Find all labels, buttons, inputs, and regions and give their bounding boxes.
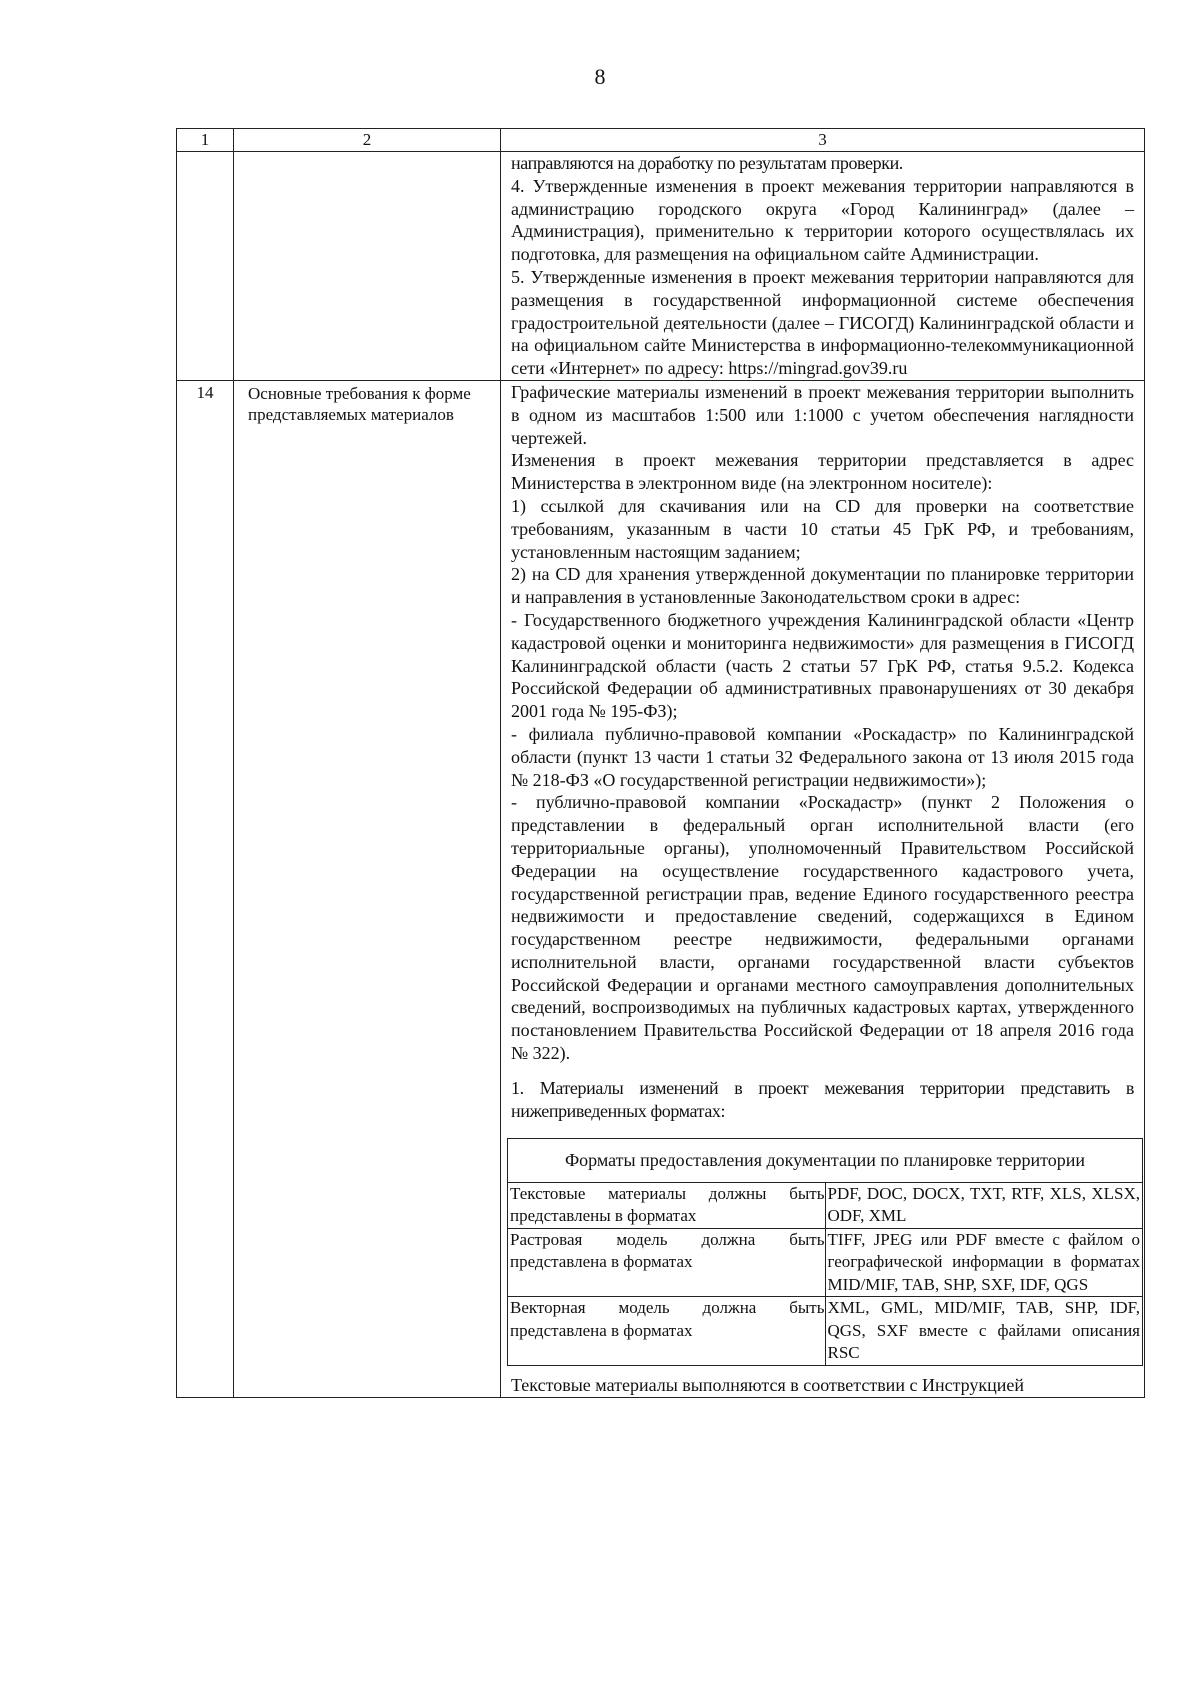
paragraph: - публично-правовой компании «Роскадастр» (пункт 2 Положения о представлении в федеральный орган исполнительной власти (его территориальные органы), уполномоченный Правительством Российской Федерации на осуществление государственного кадастрового учета, государственной регистрации прав, ведение Единого государственного реестра недвижимости и предоставление сведений, содержащихся в Едином государственном реестре недвижимости, федеральными органами исполнительной власти, органами государственной власти субъектов Российской Федерации и органами местного самоуправления дополнительных сведений, воспроизводимых на публичных кадастровых картах, утвержденного постановлением Правительства Российской Федерации от 18 апреля 2016 года № 322).: [511, 792, 1134, 1064]
formats-intro: 1. Материалы изменений в проект межевания территории представить в нижеприведенных форматах:: [511, 1077, 1134, 1121]
format-label: Растровая модель должна быть представлена в форматах: [508, 1228, 826, 1297]
format-value: XML, GML, MID/MIF, TAB, SHP, IDF, QGS, SXF вместе с файлами описания RSC: [825, 1297, 1143, 1366]
column-header: 2: [234, 129, 501, 152]
formats-table: [507, 1138, 1143, 1366]
table-header-row: [177, 129, 1145, 152]
table-row: [508, 1297, 1143, 1366]
requirement-name: Основные требования к форме представляемых материалов: [234, 380, 501, 1397]
format-value: TIFF, JPEG или PDF вместе с файлом о географической информации в форматах MID/MIF, TAB, SHP, SXF, IDF, QGS: [825, 1228, 1143, 1297]
continuation-text: [501, 152, 1145, 381]
column-header: 1: [177, 129, 234, 152]
column-header: 3: [501, 129, 1145, 152]
table-row: [508, 1182, 1143, 1228]
paragraph: - филиала публично-правовой компании «Роскадастр» по Калининградской области (пункт 13 части 1 статьи 32 Федерального закона от 13 июля 2015 года № 218-ФЗ «О государственной регистрации недвижимости»);: [511, 723, 1134, 790]
paragraph: - Государственного бюджетного учреждения Калининградской области «Центр кадастровой оценки и мониторинга недвижимости» для размещения в ГИСОГД Калининградской области (часть 2 статьи 57 ГрК РФ, статья 9.5.2. Кодекса Российской Федерации об административных правонарушениях от 30 декабря 2001 года № 195-ФЗ);: [511, 609, 1134, 722]
paragraph: 5. Утвержденные изменения в проект межевания территории направляются для размещения в государственной информационной системе обеспечения градостроительной деятельности (далее – ГИСОГД) Калининградской области и на официальном сайте Министерства в информационно-телекоммуникационной сети «Интернет» по адресу: https://mingrad.gov39.ru: [511, 266, 1134, 379]
format-label: Текстовые материалы должны быть представлены в форматах: [508, 1182, 826, 1228]
format-label: Векторная модель должна быть представлена в форматах: [508, 1297, 826, 1366]
paragraph: 2) на CD для хранения утвержденной документации по планировке территории и направления в установленные Законодательством сроки в адрес:: [511, 564, 1134, 608]
table-row-continuation: [177, 152, 1145, 381]
paragraph: 1) ссылкой для скачивания или на CD для проверки на соответствие требованиям, указанным в части 10 статьи 45 ГрК РФ, и требованиям, установленным настоящим заданием;: [511, 495, 1134, 562]
requirement-text: [501, 380, 1145, 1397]
formats-table-title: Форматы предоставления документации по планировке территории: [508, 1139, 1143, 1183]
paragraph: Изменения в проект межевания территории представляется в адрес Министерства в электронном виде (на электронном носителе):: [511, 450, 1134, 494]
table-row-14: [177, 380, 1145, 1397]
page-number: 8: [594, 64, 606, 89]
last-line: Текстовые материалы выполняются в соответствии с Инструкцией: [511, 1374, 1025, 1395]
table-row: [508, 1228, 1143, 1297]
requirements-table: [176, 128, 1145, 1398]
paragraph: Графические материалы изменений в проект межевания территории выполнить в одном из масштабов 1:500 или 1:1000 с учетом обеспечения наглядности чертежей.: [511, 381, 1134, 448]
format-value: PDF, DOC, DOCX, TXT, RTF, XLS, XLSX, ODF, XML: [825, 1182, 1143, 1228]
row-number: 14: [177, 380, 234, 1397]
paragraph: 4. Утвержденные изменения в проект межевания территории направляются в администрацию городского округа «Город Калининград» (далее – Администрация), применительно к территории которого осуществлялась их подготовка, для размещения на официальном сайте Администрации.: [511, 175, 1134, 265]
paragraph: направляются на доработку по результатам проверки.: [511, 153, 903, 173]
